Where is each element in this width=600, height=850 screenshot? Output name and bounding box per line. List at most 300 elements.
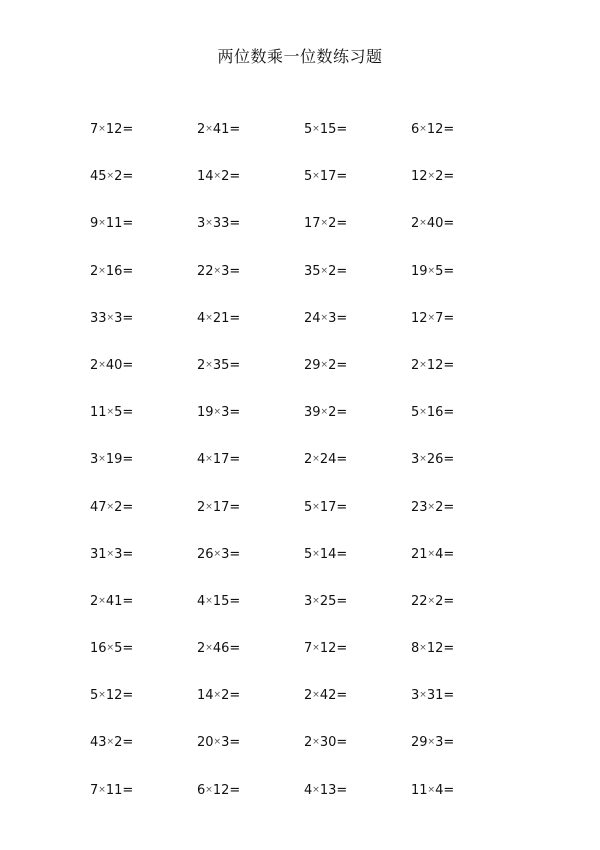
problem-item: [197, 733, 304, 780]
equals-sign: =: [336, 310, 348, 326]
multiply-sign: ×: [213, 407, 222, 418]
multiply-sign: ×: [312, 548, 320, 559]
problem-item: [304, 120, 411, 167]
multiplicand: 6: [197, 782, 206, 798]
equals-sign: =: [336, 546, 348, 562]
equals-sign: =: [122, 169, 134, 185]
equals-sign: =: [122, 263, 134, 279]
problem-item: [304, 592, 411, 639]
multiplicand: 5: [304, 546, 313, 562]
equals-sign: =: [336, 122, 348, 137]
multiplier: 17: [319, 169, 337, 185]
multiplicand: 47: [90, 499, 107, 515]
multiplicand: 2: [304, 688, 313, 704]
equals-sign: =: [336, 499, 348, 515]
multiplicand: 3: [411, 452, 420, 468]
equals-sign: =: [443, 593, 455, 609]
multiplicand: 20: [197, 735, 214, 751]
multiplicand: 2: [197, 357, 206, 373]
multiplicand: 14: [197, 688, 214, 704]
multiplicand: 3: [90, 452, 99, 468]
multiplicand: 5: [90, 688, 99, 704]
problem-item: [411, 498, 518, 545]
problem-item: [304, 262, 411, 309]
problem-item: [304, 356, 411, 403]
multiplier: 15: [319, 122, 337, 137]
multiplicand: 4: [304, 782, 313, 798]
multiply-sign: ×: [419, 218, 427, 229]
equals-sign: =: [229, 452, 241, 468]
problem-item: [90, 120, 197, 167]
equals-sign: =: [122, 357, 134, 373]
multiply-sign: ×: [213, 265, 222, 276]
multiplicand: 17: [304, 216, 321, 232]
multiplier: 2: [328, 216, 337, 232]
multiplicand: 11: [90, 405, 107, 421]
problem-item: [411, 592, 518, 639]
problem-item: [90, 309, 197, 356]
multiplicand: 5: [304, 122, 313, 137]
multiply-sign: ×: [98, 124, 106, 134]
multiplicand: 26: [197, 546, 214, 562]
problem-item: [197, 309, 304, 356]
multiplicand: 43: [90, 735, 107, 751]
multiply-sign: ×: [312, 690, 320, 701]
problem-item: [90, 592, 197, 639]
multiplier: 26: [426, 452, 444, 468]
equals-sign: =: [443, 216, 455, 232]
multiplier: 31: [426, 688, 444, 704]
problem-item: [411, 450, 518, 497]
equals-sign: =: [443, 735, 455, 751]
multiply-sign: ×: [312, 171, 320, 182]
multiplicand: 11: [411, 782, 428, 798]
problem-item: [197, 639, 304, 686]
problem-item: [411, 545, 518, 592]
multiplicand: 21: [411, 546, 428, 562]
problem-item: [411, 733, 518, 780]
multiply-sign: ×: [106, 171, 115, 182]
problem-item: [304, 403, 411, 450]
equals-sign: =: [336, 735, 348, 751]
problem-item: [411, 403, 518, 450]
multiplier: 14: [319, 546, 337, 562]
multiplicand: 14: [197, 169, 214, 185]
multiplier: 30: [319, 735, 337, 751]
multiply-sign: ×: [98, 784, 106, 795]
multiplier: 2: [221, 169, 230, 185]
multiplicand: 22: [411, 593, 428, 609]
equals-sign: =: [122, 310, 134, 326]
multiply-sign: ×: [205, 218, 213, 229]
multiplier: 12: [426, 641, 444, 657]
multiply-sign: ×: [106, 643, 115, 654]
multiply-sign: ×: [205, 784, 213, 795]
multiply-sign: ×: [98, 454, 106, 465]
multiplier: 2: [114, 169, 123, 185]
multiply-sign: ×: [205, 501, 213, 512]
multiply-sign: ×: [213, 690, 222, 701]
multiplicand: 23: [411, 499, 428, 515]
equals-sign: =: [122, 593, 134, 609]
multiply-sign: ×: [205, 643, 213, 654]
equals-sign: =: [443, 782, 455, 798]
problem-item: [90, 356, 197, 403]
multiplicand: 29: [304, 357, 321, 373]
problem-item: [197, 592, 304, 639]
multiply-sign: ×: [213, 548, 222, 559]
equals-sign: =: [229, 499, 241, 515]
problem-item: [411, 686, 518, 733]
multiply-sign: ×: [205, 595, 213, 606]
problem-item: [90, 733, 197, 780]
problem-item: [411, 167, 518, 214]
problem-item: [197, 450, 304, 497]
multiplier: 7: [435, 310, 444, 326]
problem-item: [90, 403, 197, 450]
problem-item: [411, 262, 518, 309]
multiplicand: 2: [197, 499, 206, 515]
multiplicand: 39: [304, 405, 321, 421]
multiply-sign: ×: [98, 690, 106, 701]
multiply-sign: ×: [419, 690, 427, 701]
multiply-sign: ×: [427, 548, 436, 559]
multiplicand: 2: [197, 641, 206, 657]
equals-sign: =: [336, 452, 348, 468]
multiplicand: 9: [90, 216, 99, 232]
multiplier: 4: [435, 782, 444, 798]
multiplicand: 4: [197, 310, 206, 326]
multiplier: 16: [105, 263, 123, 279]
equals-sign: =: [443, 357, 455, 373]
multiply-sign: ×: [312, 784, 320, 795]
equals-sign: =: [229, 216, 241, 232]
multiplicand: 2: [304, 452, 313, 468]
multiply-sign: ×: [427, 265, 436, 276]
problem-item: [90, 262, 197, 309]
equals-sign: =: [443, 310, 455, 326]
multiplicand: 35: [304, 263, 321, 279]
multiplier: 41: [212, 122, 230, 137]
multiplier: 3: [114, 310, 123, 326]
multiplier: 2: [114, 499, 123, 515]
multiplier: 3: [435, 735, 444, 751]
multiplier: 12: [105, 122, 123, 137]
multiply-sign: ×: [427, 737, 436, 748]
equals-sign: =: [443, 452, 455, 468]
multiplicand: 2: [90, 263, 99, 279]
multiplicand: 2: [197, 122, 206, 137]
equals-sign: =: [336, 405, 348, 421]
multiplier: 2: [221, 688, 230, 704]
problem-item: [304, 639, 411, 686]
problem-grid: [90, 120, 550, 828]
multiplier: 17: [212, 452, 230, 468]
equals-sign: =: [122, 216, 134, 232]
problem-item: [411, 120, 518, 167]
problem-item: [304, 450, 411, 497]
problem-item: [197, 356, 304, 403]
problem-item: [197, 167, 304, 214]
equals-sign: =: [229, 641, 241, 657]
equals-sign: =: [122, 452, 134, 468]
equals-sign: =: [336, 216, 348, 232]
problem-item: [90, 781, 197, 828]
multiply-sign: ×: [98, 265, 106, 276]
multiplicand: 2: [304, 735, 313, 751]
problem-item: [197, 214, 304, 261]
multiplier: 17: [319, 499, 337, 515]
multiplicand: 2: [411, 216, 420, 232]
multiplier: 12: [426, 357, 444, 373]
multiply-sign: ×: [98, 359, 106, 370]
equals-sign: =: [443, 263, 455, 279]
multiplier: 3: [114, 546, 123, 562]
multiply-sign: ×: [427, 171, 436, 182]
problem-item: [90, 167, 197, 214]
equals-sign: =: [122, 546, 134, 562]
multiply-sign: ×: [106, 312, 115, 323]
problem-item: [90, 545, 197, 592]
problem-item: [304, 781, 411, 828]
equals-sign: =: [443, 169, 455, 185]
multiplicand: 8: [411, 641, 420, 657]
problem-item: [197, 686, 304, 733]
equals-sign: =: [229, 169, 241, 185]
multiply-sign: ×: [312, 643, 320, 654]
multiply-sign: ×: [106, 548, 115, 559]
problem-item: [411, 781, 518, 828]
multiplier: 25: [319, 593, 337, 609]
problem-item: [197, 120, 304, 167]
multiplier: 42: [319, 688, 337, 704]
problem-item: [304, 733, 411, 780]
problem-item: [304, 686, 411, 733]
multiplier: 5: [114, 405, 123, 421]
multiplicand: 31: [90, 546, 107, 562]
problem-item: [90, 450, 197, 497]
equals-sign: =: [122, 688, 134, 704]
problem-item: [304, 309, 411, 356]
multiplier: 2: [328, 405, 337, 421]
multiply-sign: ×: [320, 265, 329, 276]
multiplier: 3: [221, 405, 230, 421]
equals-sign: =: [229, 263, 241, 279]
equals-sign: =: [229, 122, 241, 137]
multiplicand: 22: [197, 263, 214, 279]
multiply-sign: ×: [320, 359, 329, 370]
multiplicand: 16: [90, 641, 107, 657]
multiplicand: 5: [411, 405, 420, 421]
multiplicand: 2: [411, 357, 420, 373]
problem-item: [411, 214, 518, 261]
multiply-sign: ×: [205, 359, 213, 370]
multiplier: 3: [221, 263, 230, 279]
multiply-sign: ×: [320, 218, 329, 229]
problem-item: [411, 356, 518, 403]
equals-sign: =: [443, 122, 455, 137]
equals-sign: =: [336, 263, 348, 279]
multiplier: 19: [105, 452, 123, 468]
multiplier: 2: [328, 263, 337, 279]
problem-item: [197, 781, 304, 828]
multiply-sign: ×: [205, 454, 213, 465]
equals-sign: =: [443, 688, 455, 704]
multiplier: 3: [328, 310, 337, 326]
equals-sign: =: [336, 357, 348, 373]
multiplicand: 7: [90, 122, 99, 137]
multiplicand: 4: [197, 593, 206, 609]
equals-sign: =: [122, 735, 134, 751]
multiplicand: 12: [411, 169, 428, 185]
multiply-sign: ×: [427, 595, 436, 606]
problem-item: [304, 545, 411, 592]
equals-sign: =: [336, 688, 348, 704]
multiplicand: 33: [90, 310, 107, 326]
multiply-sign: ×: [312, 501, 320, 512]
multiply-sign: ×: [419, 359, 427, 370]
page-title: 两位数乘一位数练习题: [217, 47, 383, 66]
multiply-sign: ×: [312, 737, 320, 748]
multiplier: 5: [435, 263, 444, 279]
multiplier: 24: [319, 452, 337, 468]
multiplier: 16: [426, 405, 444, 421]
equals-sign: =: [443, 641, 455, 657]
multiplier: 40: [105, 357, 123, 373]
multiplicand: 7: [90, 782, 99, 798]
multiplier: 13: [319, 782, 337, 798]
equals-sign: =: [443, 499, 455, 515]
multiplier: 4: [435, 546, 444, 562]
multiplier: 35: [212, 357, 230, 373]
multiplicand: 3: [304, 593, 313, 609]
equals-sign: =: [443, 405, 455, 421]
problem-item: [197, 545, 304, 592]
multiplicand: 2: [90, 593, 99, 609]
multiplier: 40: [426, 216, 444, 232]
multiply-sign: ×: [419, 407, 427, 418]
multiplier: 2: [114, 735, 123, 751]
problem-item: [304, 214, 411, 261]
multiply-sign: ×: [419, 454, 427, 465]
multiplicand: 5: [304, 169, 313, 185]
multiply-sign: ×: [427, 784, 436, 795]
multiplier: 12: [319, 641, 337, 657]
multiply-sign: ×: [106, 737, 115, 748]
equals-sign: =: [336, 593, 348, 609]
multiply-sign: ×: [213, 171, 222, 182]
multiplicand: 19: [197, 405, 214, 421]
multiplier: 17: [212, 499, 230, 515]
multiplier: 12: [105, 688, 123, 704]
multiplicand: 4: [197, 452, 206, 468]
equals-sign: =: [122, 499, 134, 515]
problem-item: [411, 309, 518, 356]
multiply-sign: ×: [205, 312, 213, 323]
multiply-sign: ×: [98, 218, 106, 229]
multiplicand: 45: [90, 169, 107, 185]
multiplicand: 24: [304, 310, 321, 326]
multiplier: 3: [221, 735, 230, 751]
problem-item: [90, 639, 197, 686]
equals-sign: =: [229, 782, 241, 798]
equals-sign: =: [229, 405, 241, 421]
equals-sign: =: [336, 169, 348, 185]
problem-item: [90, 686, 197, 733]
multiply-sign: ×: [312, 454, 320, 465]
problem-item: [90, 214, 197, 261]
equals-sign: =: [229, 546, 241, 562]
multiplier: 3: [221, 546, 230, 562]
multiplier: 2: [435, 593, 444, 609]
multiply-sign: ×: [320, 407, 329, 418]
equals-sign: =: [229, 735, 241, 751]
multiplier: 46: [212, 641, 230, 657]
multiplicand: 2: [90, 357, 99, 373]
equals-sign: =: [229, 688, 241, 704]
equals-sign: =: [336, 782, 348, 798]
multiplicand: 3: [197, 216, 206, 232]
multiplier: 15: [212, 593, 230, 609]
equals-sign: =: [122, 641, 134, 657]
multiplicand: 12: [411, 310, 428, 326]
multiplier: 21: [212, 310, 230, 326]
multiplier: 2: [328, 357, 337, 373]
equals-sign: =: [229, 357, 241, 373]
multiply-sign: ×: [106, 407, 115, 418]
problem-item: [197, 262, 304, 309]
multiply-sign: ×: [98, 595, 106, 606]
equals-sign: =: [443, 546, 455, 562]
multiplicand: 7: [304, 641, 313, 657]
equals-sign: =: [336, 641, 348, 657]
problem-item: [304, 167, 411, 214]
multiplier: 33: [212, 216, 230, 232]
equals-sign: =: [122, 122, 134, 137]
multiplicand: 3: [411, 688, 420, 704]
equals-sign: =: [122, 405, 134, 421]
multiply-sign: ×: [106, 501, 115, 512]
multiplier: 41: [105, 593, 123, 609]
multiplier: 2: [435, 169, 444, 185]
multiplier: 12: [212, 782, 230, 798]
problem-item: [90, 498, 197, 545]
multiplicand: 5: [304, 499, 313, 515]
multiply-sign: ×: [312, 595, 320, 606]
equals-sign: =: [229, 593, 241, 609]
multiply-sign: ×: [213, 737, 222, 748]
multiplier: 12: [426, 122, 444, 137]
multiplier: 5: [114, 641, 123, 657]
multiplier: 11: [105, 216, 123, 232]
equals-sign: =: [122, 782, 134, 798]
multiplicand: 19: [411, 263, 428, 279]
multiply-sign: ×: [205, 124, 213, 134]
multiply-sign: ×: [419, 643, 427, 654]
problem-item: [304, 498, 411, 545]
multiply-sign: ×: [427, 501, 436, 512]
problem-item: [411, 639, 518, 686]
multiplier: 11: [105, 782, 123, 798]
multiplicand: 29: [411, 735, 428, 751]
multiply-sign: ×: [427, 312, 436, 323]
multiply-sign: ×: [320, 312, 329, 323]
equals-sign: =: [229, 310, 241, 326]
problem-item: [197, 498, 304, 545]
multiplier: 2: [435, 499, 444, 515]
multiply-sign: ×: [312, 124, 320, 134]
multiplicand: 6: [411, 122, 420, 137]
